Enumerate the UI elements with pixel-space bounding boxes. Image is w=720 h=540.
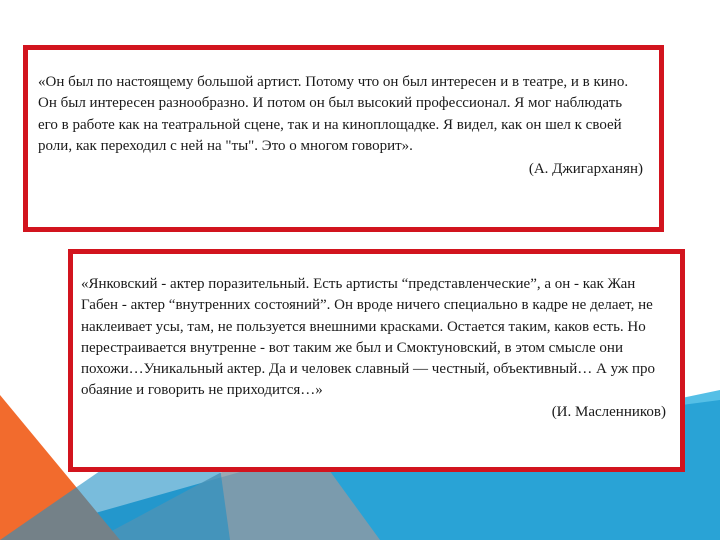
- quote-text: «Янковский - актер поразительный. Есть артисты “представленческие”, а он - как Жан Габен - актер “внутренних состояний”. Он вроде ничего специально в кадре не делает, не наклеивает усы, там, не пользуется внешними красками. Остается таким, каков есть. Но перестраивается внутренне - вот таким же был и Смоктуновский, в этом смысле они похожи…Уникальный актер. Да и человек славный — честный, объективный… А уж про обаяние и говорить не приходится…»: [81, 276, 656, 399]
- quote-box-dzhigarkhanyan: [23, 45, 664, 232]
- quote-attribution: (И. Масленников): [551, 403, 666, 420]
- quote-box-maslennikov: [68, 249, 685, 472]
- quote-text: «Он был по настоящему большой артист. Потому что он был интересен и в театре, и в кино. Он был интересен разнообразно. И потом он был высокий профессионал. Я мог наблюдать его в работе как на театральной сцене, так и на киноплощадке. Я видел, как он шел к своей роли, как переходил с ней на "ты". Это о многом говорит».: [38, 74, 629, 154]
- quote-attribution: (А. Джигарханян): [528, 161, 643, 178]
